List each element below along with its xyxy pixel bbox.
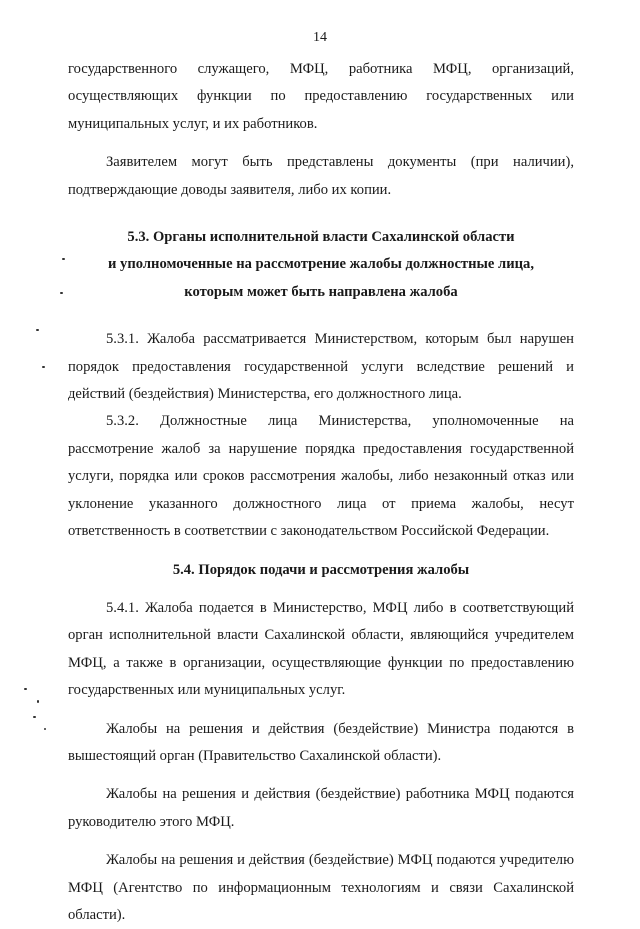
section-5-3-heading-line-2: и уполномоченные на рассмотрение жалобы должностные лица, bbox=[108, 256, 534, 273]
scan-speck bbox=[37, 700, 39, 703]
paragraph-mfc-worker-complaints: Жалобы на решения и действия (бездействие) работника МФЦ подаются руководителю этого МФЦ. bbox=[68, 786, 574, 830]
scan-speck bbox=[36, 329, 39, 331]
paragraph-continuation: государственного служащего, МФЦ, работника МФЦ, организаций, осуществляющих функции по предоставлению государственных или муниципальных услуг, и их работников. bbox=[68, 61, 574, 132]
paragraph-5-3-2: 5.3.2. Должностные лица Министерства, уполномоченные на рассмотрение жалоб за нарушение порядка предоставления государственной услуги, порядка или сроков рассмотрения жалобы, либо незаконный отказ или уклонение указанного должностного лица от приема жалобы, несут ответственность в соответствии с законодательством Российской Федерации. bbox=[68, 413, 574, 540]
scan-speck bbox=[62, 258, 65, 260]
section-5-3-heading-line-3: которым может быть направлена жалоба bbox=[184, 283, 458, 300]
scan-speck bbox=[60, 292, 63, 294]
paragraph-minister-complaints: Жалобы на решения и действия (бездействие) Министра подаются в вышестоящий орган (Правительство Сахалинской области). bbox=[68, 720, 574, 764]
scan-speck bbox=[44, 728, 46, 730]
paragraph-documents: Заявителем могут быть представлены документы (при наличии), подтверждающие доводы заявителя, либо их копии. bbox=[68, 154, 574, 198]
scan-speck bbox=[33, 716, 36, 718]
scan-speck bbox=[42, 366, 45, 368]
paragraph-5-4-1: 5.4.1. Жалоба подается в Министерство, МФЦ либо в соответствующий орган исполнительной власти Сахалинской области, являющийся учредителем МФЦ, а также в организации, осуществляющие функции по предоставлению государственных или муниципальных услуг. bbox=[68, 599, 574, 699]
page-body bbox=[68, 56, 574, 929]
section-5-3-heading-line-1: 5.3. Органы исполнительной власти Сахалинской области bbox=[127, 229, 515, 246]
section-5-3-heading bbox=[68, 224, 574, 306]
section-5-4-heading: 5.4. Порядок подачи и рассмотрения жалобы bbox=[172, 561, 470, 578]
paragraph-5-3-1: 5.3.1. Жалоба рассматривается Министерством, которым был нарушен порядок предоставления государственной услуги вследствие решений и действий (бездействия) Министерства, его должностного лица. bbox=[68, 331, 574, 403]
page-number: 14 bbox=[313, 30, 327, 45]
scan-speck bbox=[24, 688, 27, 690]
paragraph-mfc-complaints: Жалобы на решения и действия (бездействие) МФЦ подаются учредителю МФЦ (Агентство по информационным технологиям и связи Сахалинской области). bbox=[68, 852, 574, 923]
